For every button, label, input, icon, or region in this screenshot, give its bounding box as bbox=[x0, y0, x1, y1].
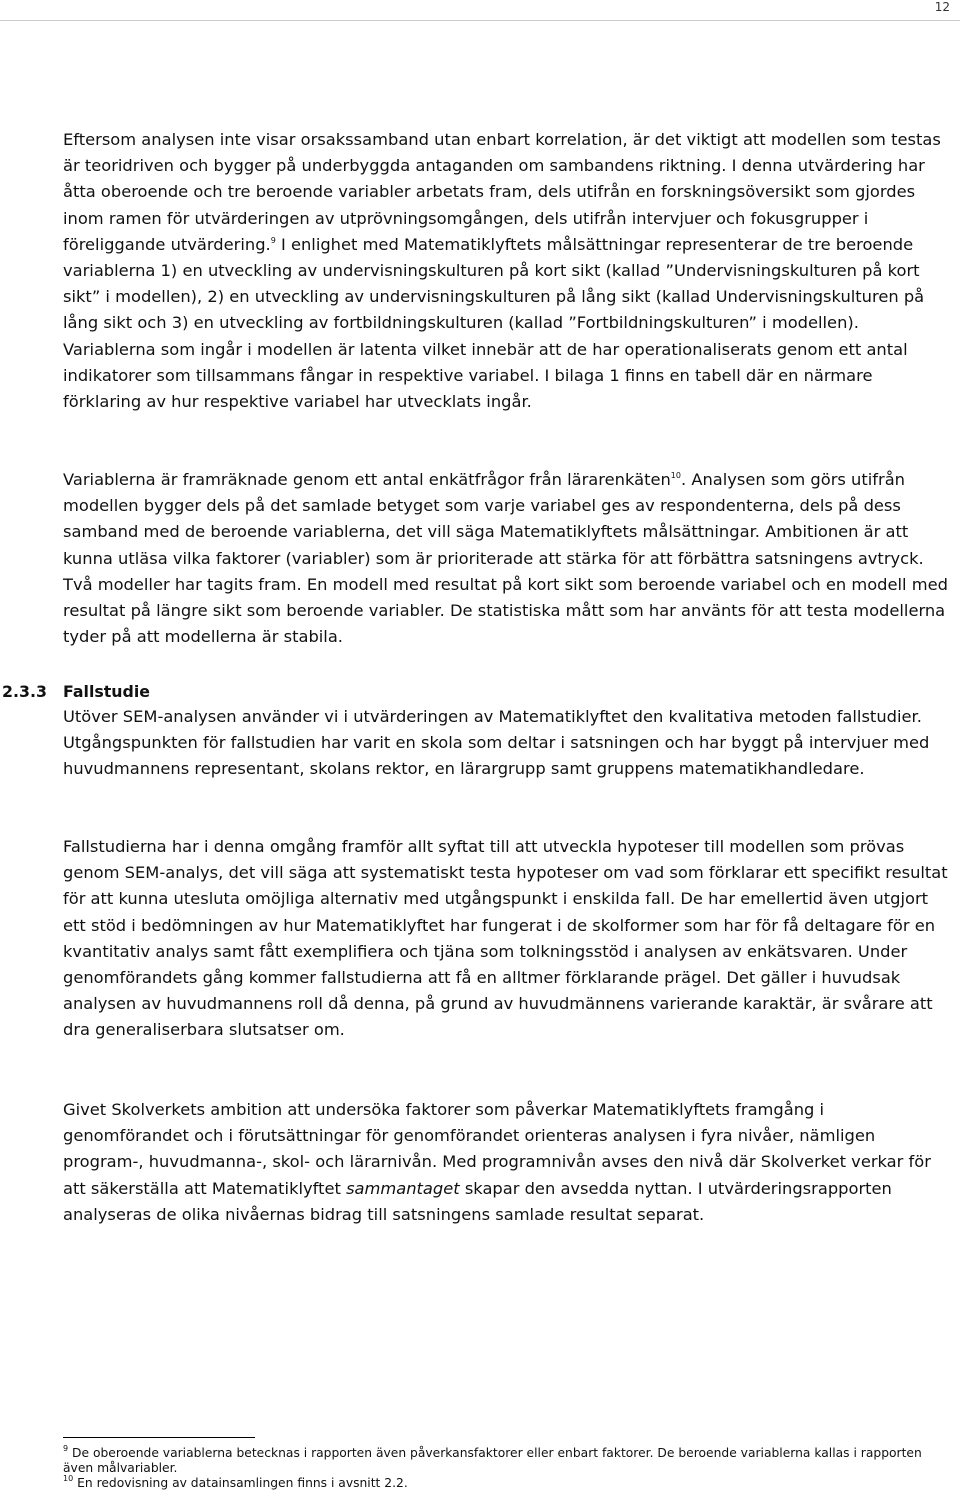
paragraph-text: skapar den avsedda nyttan. I utvärderingsrapporten analyseras de olika nivåernas bidrag till satsningens samlade resultat separat. bbox=[63, 1178, 892, 1224]
footnotes bbox=[63, 1446, 933, 1491]
footnote-text: De oberoende variablerna betecknas i rapporten även påverkansfaktorer eller enbart faktorer. De beroende variablerna kallas i rapporten även målvariabler. bbox=[63, 1446, 922, 1475]
header-rule bbox=[0, 20, 960, 21]
section-number: 2.3.3 bbox=[2, 682, 47, 701]
footnote-separator bbox=[63, 1437, 255, 1438]
body-paragraph-3: Utöver SEM-analysen använder vi i utvärderingen av Matematiklyftet den kvalitativa metoden fallstudier. Utgångspunkten för fallstudien har varit en skola som deltar i satsningen och har byggt på intervjuer med huvudmannens representant, skolans rektor, en lärargrupp samt gruppens matematikhandledare. bbox=[63, 707, 930, 779]
footnote-number: 9 bbox=[63, 1444, 69, 1453]
paragraph-text: Givet Skolverkets ambition att undersöka faktorer som påverkar Matematiklyftets framgång i genomförandet och i förutsättningar för genomförandet orienteras analysen i fyra nivåer, nämligen program-, huvudmanna-, skol- och lärarnivån. Med programnivån avses den nivå där Skolverket verkar för att säkerställa att Matematiklyftet bbox=[63, 1100, 931, 1198]
footnote-number: 10 bbox=[63, 1474, 74, 1483]
section-title: Fallstudie bbox=[63, 682, 150, 701]
emphasis-text: sammantaget bbox=[346, 1178, 460, 1198]
paragraph-text: Eftersom analysen inte visar orsakssamband utan enbart korrelation, är det viktigt att modellen som testas är teoridriven och bygger på underbyggda antaganden om sambandens riktning. I denna utvärdering har åtta oberoende och tre beroende variabler arbetats fram, dels utifrån en forskningsöversikt som gjordes inom ramen för utvärderingen av utprövningsomgången, dels utifrån intervjuer och fokusgrupper i föreliggande utvärdering. bbox=[63, 130, 941, 254]
footnote-9 bbox=[63, 1446, 933, 1476]
footnote-text: En redovisning av datainsamlingen finns i avsnitt 2.2. bbox=[73, 1476, 408, 1490]
section-heading bbox=[0, 679, 960, 705]
footnote-10 bbox=[63, 1476, 933, 1491]
body-paragraph-5 bbox=[63, 1097, 951, 1228]
paragraph-text: Variablerna är framräknade genom ett antal enkätfrågor från lärarenkäten bbox=[63, 470, 671, 489]
body-paragraph-1 bbox=[63, 127, 951, 415]
footnote-ref-9[interactable]: 9 bbox=[270, 235, 276, 245]
body-paragraph-4: Fallstudierna har i denna omgång framför allt syftat till att utveckla hypoteser till modellen som prövas genom SEM-analys, det vill säga att systematiskt testa hypoteser om vad som förklarar ett specifikt resultat för att kunna utesluta omöjliga alternativ med utgångspunkt i enskilda fall. De har emellertid även utgjort ett stöd i bedömningen av hur Matematiklyftet har fungerat i de skolformer som har för få deltagare för en kvantitativ analys samt fått exemplifiera och tjäna som tolkningsstöd i analysen av enkätsvaren. Under genomförandets gång kommer fallstudierna att få en alltmer förklarande prägel. Det gäller i huvudsak analysen av huvudmannens roll då denna, på grund av huvudmännens varierande karaktär, är svårare att dra generaliserbara slutsatser om. bbox=[63, 837, 948, 1040]
page-number: 12 bbox=[934, 0, 950, 14]
paragraph-text: I enlighet med Matematiklyftets målsättningar representerar de tre beroende variablerna 1) en utveckling av undervisningskulturen på kort sikt (kallad ”Undervisningskulturen på kort sikt” i modellen), 2) en utveckling av undervisningskulturen på lång sikt (kallad Undervisningskulturen på lång sikt och 3) en utveckling av fortbildningskulturen (kallad ”Fortbildningskulturen” i modellen). Variablerna som ingår i modellen är latenta vilket innebär att de har operationaliserats genom ett antal indikatorer som tillsammans fångar in respektive variabel. I bilaga 1 finns en tabell där en närmare förklaring av hur respektive variabel har utvecklats ingår. bbox=[63, 234, 925, 412]
body-paragraph-2 bbox=[63, 467, 951, 650]
footnote-ref-10[interactable]: 10 bbox=[670, 471, 681, 480]
paragraph-text: . Analysen som görs utifrån modellen bygger dels på det samlade betyget som varje variabel ges av respondenterna, dels på dess samband med de beroende variablerna, det vill säga Matematiklyftets målsättningar. Ambitionen är att kunna utläsa vilka faktorer (variabler) som är prioriterade att stärka för att förbättra satsningens avtryck. Två modeller har tagits fram. En modell med resultat på kort sikt som beroende variabel och en modell med resultat på längre sikt som beroende variabler. De statistiska mått som har använts för att testa modellerna tyder på att modellerna är stabila. bbox=[63, 470, 948, 647]
